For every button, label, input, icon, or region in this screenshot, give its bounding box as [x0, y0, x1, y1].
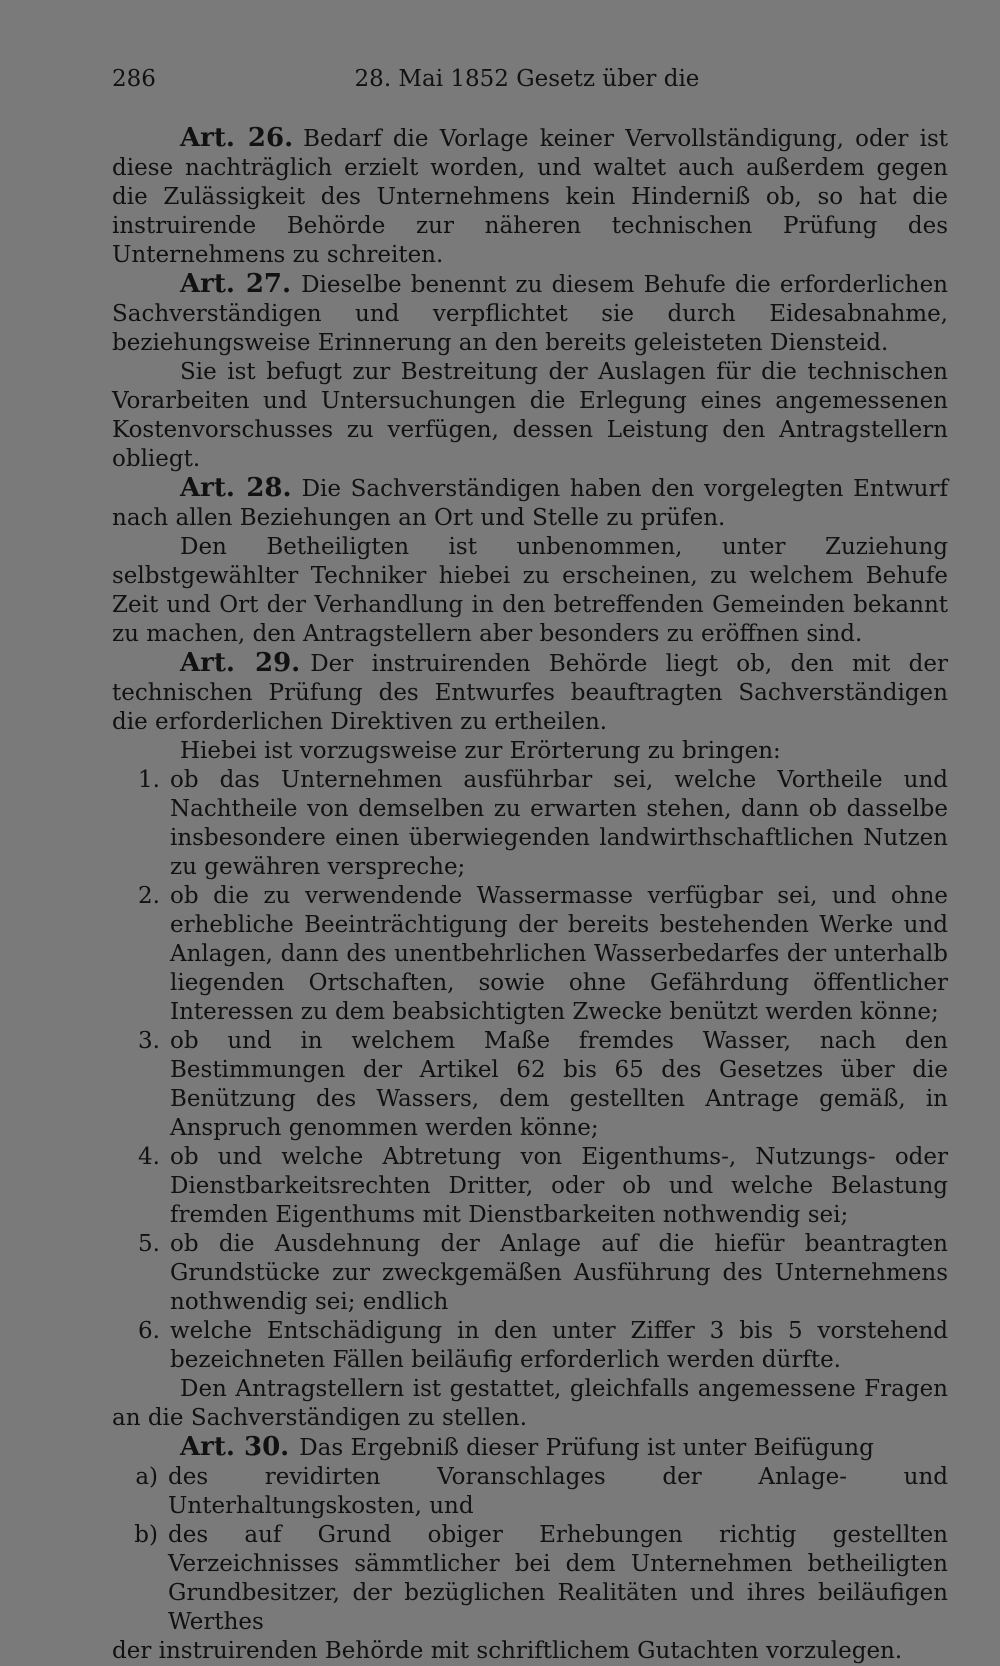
list-item — [112, 1230, 948, 1317]
list-text: ob und welche Abtretung von Eigenthums-, Nutzungs- oder Dienstbarkeitsrechten Dritter, oder ob und welche Belastung fremden Eigenthums mit Dienstbarkeiten nothwendig sei; — [170, 1144, 948, 1228]
list-item — [112, 1317, 948, 1375]
list-item — [112, 766, 948, 882]
list-item — [112, 882, 948, 1027]
page-number: 286 — [112, 66, 156, 92]
list-text: ob und in welchem Maße fremdes Wasser, nach den Bestimmungen der Artikel 62 bis 65 des Gesetzes über die Benützung des Wassers, dem gestellten Antrage gemäß, in Anspruch genommen werden könne; — [170, 1028, 948, 1141]
article-paragraph: Den Betheiligten ist unbenommen, unter Zuziehung selbstgewählter Techniker hiebei zu erscheinen, zu welchem Behufe Zeit und Ort der Verhandlung in den betreffenden Gemeinden bekannt zu machen, den Antragstellern aber besonders zu eröffnen sind. — [112, 534, 948, 647]
article-27 — [112, 270, 948, 358]
article-closing: der instruirenden Behörde mit schriftlichem Gutachten vorzulegen. — [112, 1638, 903, 1664]
list-number: 4. — [138, 1144, 160, 1170]
list-text: ob die Ausdehnung der Anlage auf die hiefür beantragten Grundstücke zur zweckgemäßen Ausführung des Unternehmens nothwendig sei; endlich — [170, 1231, 948, 1315]
list-number: 5. — [138, 1231, 160, 1257]
list-text: ob die zu verwendende Wassermasse verfügbar sei, und ohne erhebliche Beeinträchtigung der bereits bestehenden Werke und Anlagen, dann des unentbehrlichen Wasserbedarfes der unterhalb liegenden Ortschaften, sowie ohne Gefährdung öffentlicher Interessen zu dem beabsichtigten Zwecke benützt werden könne; — [170, 883, 948, 1025]
letter-item — [112, 1521, 948, 1637]
article-label: Art. 30. — [180, 1432, 290, 1462]
list-number: 6. — [138, 1318, 160, 1344]
list-number: 2. — [138, 883, 160, 909]
article-label: Art. 29. — [180, 648, 301, 678]
list-number: 1. — [138, 767, 160, 793]
page-header — [112, 66, 942, 106]
article-paragraph: Hiebei ist vorzugsweise zur Erörterung zu bringen: — [180, 738, 781, 764]
article-label: Art. 27. — [180, 269, 292, 299]
article-paragraph: Den Antragstellern ist gestattet, gleichfalls angemessene Fragen an die Sachverständigen zu stellen. — [112, 1376, 948, 1431]
article-26 — [112, 124, 948, 270]
letter-item — [112, 1463, 948, 1521]
article-text: Dieselbe benennt zu diesem Behufe die erforderlichen Sachverständigen und verpflichtet sie durch Eidesabnahme, beziehungsweise Erinnerung an den bereits geleisteten Diensteid. — [112, 272, 948, 356]
letter-label: a) — [135, 1464, 158, 1490]
article-paragraph: Sie ist befugt zur Bestreitung der Auslagen für die technischen Vorarbeiten und Untersuchungen die Erlegung eines angemessenen Kostenvorschusses zu verfügen, dessen Leistung den Antragstellern obliegt. — [112, 359, 948, 472]
article-text: Das Ergebniß dieser Prüfung ist unter Beifügung — [299, 1435, 874, 1461]
list-number: 3. — [138, 1028, 160, 1054]
article-text: Die Sachverständigen haben den vorgelegten Entwurf nach allen Beziehungen an Ort und Stelle zu prüfen. — [112, 476, 948, 531]
letter-text: des auf Grund obiger Erhebungen richtig gestellten Verzeichnisses sämmtlicher bei dem Unternehmen betheiligten Grundbesitzer, der bezüglichen Realitäten und ihres beiläufigen Werthes — [168, 1522, 948, 1635]
letter-text: des revidirten Voranschlages der Anlage- und Unterhaltungskosten, und — [168, 1464, 948, 1519]
letter-label: b) — [134, 1522, 158, 1548]
list-item — [112, 1027, 948, 1143]
article-text: Der instruirenden Behörde liegt ob, den mit der technischen Prüfung des Entwurfes beauftragten Sachverständigen die erforderlichen Direktiven zu ertheilen. — [112, 651, 949, 735]
list-item — [112, 1143, 948, 1230]
article-30 — [112, 1433, 948, 1463]
document-body — [112, 124, 948, 1666]
article-29 — [112, 649, 948, 737]
article-28 — [112, 474, 948, 533]
article-label: Art. 26. — [180, 123, 294, 153]
running-title: 28. Mai 1852 Gesetz über die — [354, 66, 700, 92]
list-text: welche Entschädigung in den unter Ziffer 3 bis 5 vorstehend bezeichneten Fällen beiläufig erforderlich werden dürfte. — [170, 1318, 948, 1373]
article-text: Bedarf die Vorlage keiner Vervollständigung, oder ist diese nachträglich erzielt worden, und waltet auch außerdem gegen die Zulässigkeit des Unternehmens kein Hinderniß ob, so hat die instruirende Behörde zur näheren technischen Prüfung des Unternehmens zu schreiten. — [112, 126, 948, 268]
article-label: Art. 28. — [180, 473, 292, 503]
list-text: ob das Unternehmen ausführbar sei, welche Vortheile und Nachtheile von demselben zu erwarten stehen, dann ob dasselbe insbesondere einen überwiegenden landwirthschaftlichen Nutzen zu gewähren verspreche; — [170, 767, 948, 880]
